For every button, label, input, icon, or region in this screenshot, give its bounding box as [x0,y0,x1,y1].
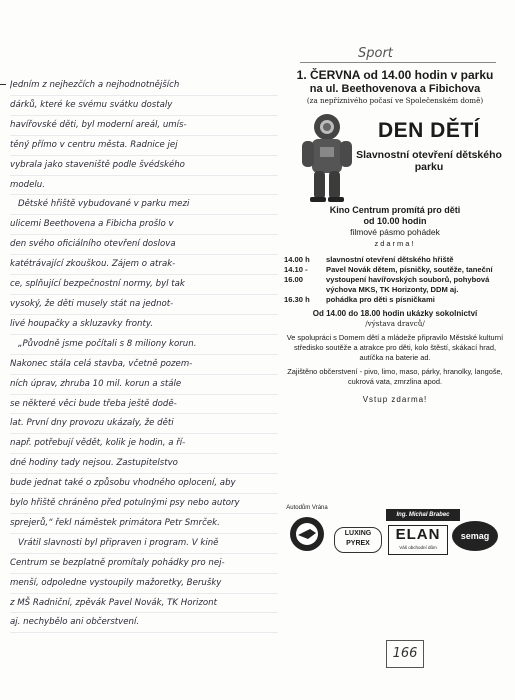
skoda-logo-icon [288,515,326,553]
sokol-sub: /výstava dravců/ [365,319,425,328]
entry-free: Vstup zdarma! [362,395,428,404]
elan-sub: Váš obchodní dům [399,545,437,550]
handwritten-line: se některé věci bude třeba ještě dodě- [10,395,278,415]
handwritten-line: ulicemi Beethovena a Fibicha prošlo v [10,215,278,235]
handwritten-line: modelu. [10,176,278,196]
semag-logo: semag [452,521,498,551]
luxing-label: LUXING [344,530,372,537]
handwritten-line: Dětské hřiště vybudované v parku mezi [10,195,278,215]
flyer-hero [284,109,506,205]
schedule-row [284,265,506,295]
handwritten-line: bylo hřiště chráněno před potulnými psy nebo autory [10,494,278,514]
handwritten-line: vybrala jako staveniště podle švédského [10,156,278,176]
flyer-subtitle: Slavnostní otevření dětského parku [356,149,502,173]
handwritten-line: havířovské děti, byl moderní areál, umís- [10,116,278,136]
handwritten-line: vysoký, že děti musely stát na jednot- [10,295,278,315]
handwritten-line: den svého oficiálního otevření doslova [10,235,278,255]
sponsor-logos [280,505,510,567]
coop-text: Ve spolupráci s Domem dětí a mládeže připravilo Městské kulturní středisko soutěže a atrakce pro děti, kolo štěstí, skákací hrad, autíčka na baterie ad. [286,333,504,362]
schedule-time: 16.30 h [284,295,310,304]
handwritten-line: sprejerů,“ řekl náměstek primátora Petr Smrček. [10,514,278,534]
handwritten-line: „Původně jsme počítali s 8 miliony korun. [10,335,278,355]
flyer-title: DEN DĚTÍ [377,119,480,142]
schedule-desc: slavnostní otevření dětského hřiště [326,255,454,264]
kino-line3: filmové pásmo pohádek [350,227,440,237]
flyer-weather-note: (za nepříznivého počasí ve Společenském domě) [306,96,484,105]
flyer-date: 1. ČERVNA od 14.00 hodin v parku [296,68,494,82]
handwritten-line: Centrum se bezplatně promítaly pohádky pro nej- [10,554,278,574]
handwritten-line: Vrátil slavnosti byl připraven i program. V kině [10,534,278,554]
flyer-place: na ul. Beethovenova a Fibichova [309,83,481,95]
food-text: Zajištěno občerstvení - pivo, limo, maso, párky, hranolky, langoše, cukrová vata, zmrzlina apod. [287,367,503,386]
pyrex-label: PYREX [346,540,370,547]
schedule-desc: Pavel Novák dětem, písničky, soutěže, taneční vystoupení havířovských souborů, pohybová výchova MKS, TK Horizonty, DDM aj. [326,265,493,294]
brabec-logo: Ing. Michal Brabec [386,509,460,521]
kino-free: zdarma! [374,239,416,248]
handwritten-line: katétrávající zkouškou. Zájem o atrak- [10,255,278,275]
margin-dash [0,84,6,85]
elan-label: ELAN [395,526,441,543]
handwritten-line: dné hodiny tady nejsou. Zastupitelstvo [10,454,278,474]
diver-costume-figure [298,111,356,203]
elan-logo [388,525,448,555]
handwritten-line: bude jednat také o způsobu vhodného oplocení, aby [10,474,278,494]
handwritten-line: aj. nechybělo ani občerstvení. [10,613,278,633]
handwritten-line: Nakonec stála celá stavba, včetně pozem- [10,355,278,375]
schedule-time: 14.00 h [284,255,310,264]
tag-underline [300,62,496,63]
handwritten-line: livé houpačky a skluzavky fronty. [10,315,278,335]
handwritten-article [10,76,278,633]
handwritten-line: menší, odpoledne vystoupily mažoretky, Berušky [10,574,278,594]
schedule [284,255,506,305]
handwritten-line: dárků, které ke svému svátku dostaly [10,96,278,116]
handwritten-line: lat. První dny provozu ukázaly, že děti [10,414,278,434]
handwritten-line: z MŠ Radniční, zpěvák Pavel Novák, TK Horizont [10,594,278,614]
kino-line1: Kino Centrum promítá pro děti [329,205,461,215]
handwritten-line: např. potřebují vědět, kolik je hodin, a ří- [10,434,278,454]
sport-tag: Sport [358,46,393,61]
page-number: 166 [386,640,424,668]
handwritten-line: Jedním z nejhezčích a nejhodnotnějších [10,76,278,96]
sokol-line: Od 14.00 do 18.00 hodin ukázky sokolnictví [312,309,478,318]
kino-info [284,205,506,249]
event-flyer [284,66,506,404]
handwritten-line: těný přímo v centru města. Radnice jej [10,136,278,156]
schedule-row [284,255,506,265]
handwritten-line: ních úprav, zhruba 10 mil. korun a stále [10,375,278,395]
autodom-label: Autodům Vrána [286,505,328,511]
kino-line2: od 10.00 hodin [363,216,427,226]
schedule-time: 14.10 - 16.00 [284,265,308,284]
schedule-desc: pohádka pro děti s písničkami [326,295,435,304]
luxing-pyrex-logo [334,527,382,553]
schedule-row [284,295,506,305]
handwritten-line: ce, splňující bezpečnostní normy, byl tak [10,275,278,295]
